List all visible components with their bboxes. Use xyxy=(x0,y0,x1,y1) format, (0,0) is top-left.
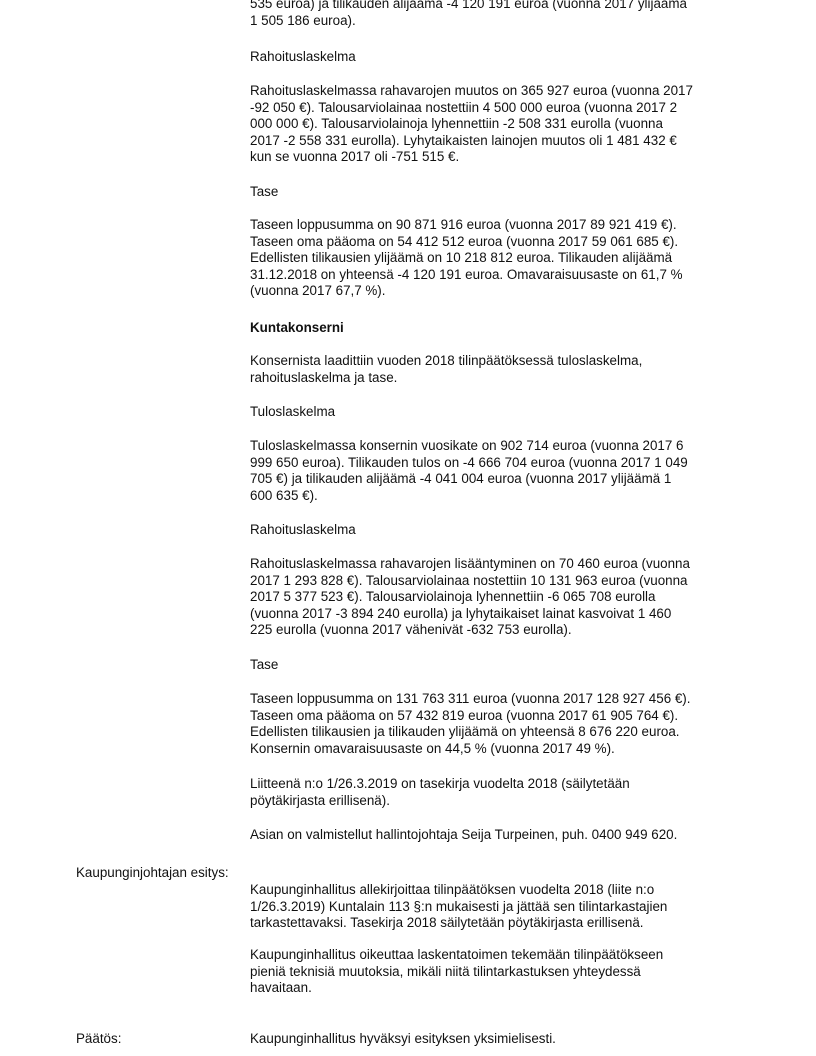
liite-paragraph: Liitteenä n:o 1/26.3.2019 on tasekirja vuodelta 2018 (säilytetään pöytäkirjasta erillisenä). xyxy=(250,776,630,808)
paatos-label: Päätös: xyxy=(76,1031,122,1046)
rahoitus-paragraph: Rahoituslaskelmassa rahavarojen muutos on 365 927 euroa (vuonna 2017 -92 050 €). Talousarviolainaa nostettiin 4 500 000 euroa (vuonna 2017 2 000 000 €). Talousarviolainoja lyhennettiin -2 508 331 eurolla (vuonna 2017 -2 558 331 eurolla). Lyhytaikaisten lainojen muutos oli 1 481 432 € kun se vuonna 2017 oli -751 515 €. xyxy=(250,83,693,164)
tase-heading: Tase xyxy=(250,184,279,199)
esitys-label: Kaupunginjohtajan esitys: xyxy=(76,865,229,880)
konserni-tase-paragraph: Taseen loppusumma on 131 763 311 euroa (vuonna 2017 128 927 456 €). Taseen oma pääoma on 57 432 819 euroa (vuonna 2017 61 905 764 €). Edellisten tilikausien ja tilikauden ylijäämä on yhteensä 8 676 220 euroa. Konsernin omavaraisuusaste on 44,5 % (vuonna 2017 49 %). xyxy=(250,691,691,756)
intro-paragraph: 535 euroa) ja tilikauden alijäämä -4 120 191 euroa (vuonna 2017 ylijäämä 1 505 186 euroa). xyxy=(250,0,687,28)
konserni-rahoitus-paragraph: Rahoituslaskelmassa rahavarojen lisääntyminen on 70 460 euroa (vuonna 2017 1 293 828 €). Talousarviolainaa nostettiin 10 131 963 euroa (vuonna 2017 5 377 523 €). Talousarviolainoja lyhennettiin -6 065 708 eurolla (vuonna 2017 -3 894 240 eurolla) ja lyhytaikaiset lainat kasvoivat 1 460 225 eurolla (vuonna 2017 vähenivät -632 753 eurolla). xyxy=(250,556,690,637)
konserni-tulos-heading: Tuloslaskelma xyxy=(250,404,336,419)
konserni-tulos-paragraph: Tuloslaskelmassa konsernin vuosikate on 902 714 euroa (vuonna 2017 6 999 650 euroa). Tilikauden tulos on -4 666 704 euroa (vuonna 2017 1 049 705 €) ja tilikauden alijäämä -4 041 004 euroa (vuonna 2017 ylijäämä 1 600 635 €). xyxy=(250,438,688,503)
esitys-paragraph-1: Kaupunginhallitus allekirjoittaa tilinpäätöksen vuodelta 2018 (liite n:o 1/26.3.2019) Kuntalain 113 §:n mukaisesti ja jättää sen tilintarkastajien tarkastettavaksi. Tasekirja 2018 säilytetään pöytäkirjasta erillisenä. xyxy=(250,882,668,930)
konserni-intro-paragraph: Konsernista laadittiin vuoden 2018 tilinpäätöksessä tuloslaskelma, rahoituslaskelma ja tase. xyxy=(250,353,643,385)
konserni-tase-heading: Tase xyxy=(250,657,279,672)
konserni-heading: Kuntakonserni xyxy=(250,320,344,335)
rahoitus-heading: Rahoituslaskelma xyxy=(250,49,356,64)
konserni-rahoitus-heading: Rahoituslaskelma xyxy=(250,522,356,537)
tase-paragraph: Taseen loppusumma on 90 871 916 euroa (vuonna 2017 89 921 419 €). Taseen oma pääoma on 54 412 512 euroa (vuonna 2017 59 061 685 €). Edellisten tilikausien ylijäämä on 10 218 812 euroa. Tilikauden alijäämä 31.12.2018 on yhteensä -4 120 191 euroa. Omavaraisuusaste on 61,7 % (vuonna 2017 67,7 %). xyxy=(250,217,683,298)
valmistelija-paragraph: Asian on valmistellut hallintojohtaja Seija Turpeinen, puh. 0400 949 620. xyxy=(250,827,678,842)
paatos-text: Kaupunginhallitus hyväksyi esityksen yksimielisesti. xyxy=(250,1031,556,1046)
esitys-paragraph-2: Kaupunginhallitus oikeuttaa laskentatoimen tekemään tilinpäätökseen pieniä teknisiä muutoksia, mikäli niitä tilintarkastuksen yhteydessä havaitaan. xyxy=(250,947,664,995)
